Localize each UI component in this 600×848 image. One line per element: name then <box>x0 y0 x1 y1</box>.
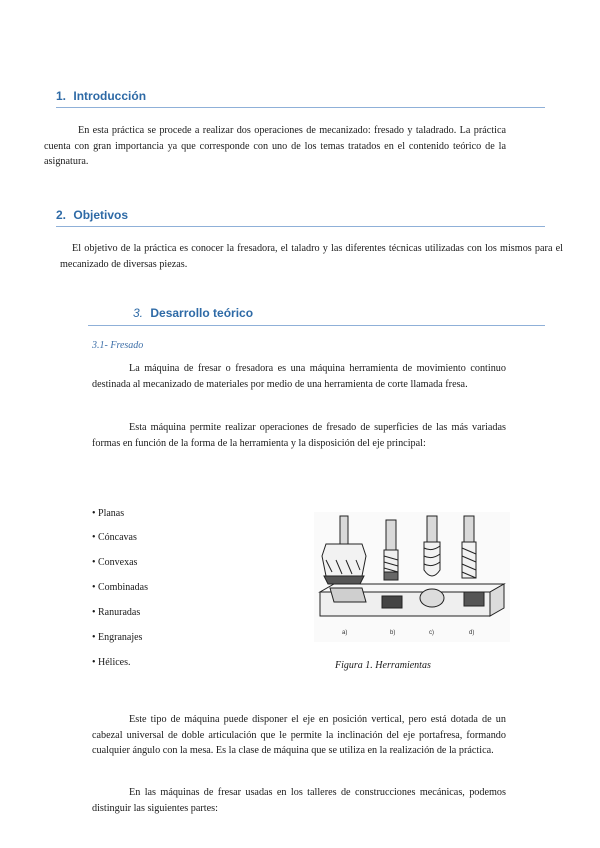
subheading-fresado: 3.1- Fresado <box>92 340 144 351</box>
fresado-paragraph-2: Esta máquina permite realizar operaciones de fresado de superficies de las más variadas formas en función de la forma de la herramienta y la disposición del eje principal: <box>92 422 506 449</box>
list-item: • Engranajes <box>92 632 143 643</box>
figure-label-a: a) <box>342 630 348 636</box>
figure-caption: Figura 1. Herramientas <box>335 660 431 671</box>
fresado-paragraph-3: Este tipo de máquina puede disponer el eje en posición vertical, pero está dotada de un cabezal universal de doble articulación que le permite la inclinación del eje portafresa, formando cualquier ángulo con la mesa. Es la clase de máquina que se utiliza en la realización de la práctica. <box>92 714 506 756</box>
figure-label-b: b) <box>390 630 396 636</box>
objetivos-paragraph: El objetivo de la práctica es conocer la fresadora, el taladro y las diferentes técnicas utilizadas con los mismos para el mecanizado de diversas piezas. <box>60 243 563 270</box>
heading-introduccion <box>56 89 146 103</box>
heading-rule <box>88 325 545 326</box>
heading-number: 1. <box>56 89 67 103</box>
workpiece-block-icon <box>320 584 504 616</box>
list-item: • Hélices. <box>92 657 131 668</box>
fresado-paragraph-4: En las máquinas de fresar usadas en los talleres de construcciones mecánicas, podemos distinguir las siguientes partes: <box>92 787 506 814</box>
list-item: • Ranuradas <box>92 607 141 618</box>
heading-title: Introducción <box>73 89 147 103</box>
list-item: • Combinadas <box>92 582 148 593</box>
heading-objetivos <box>56 208 128 222</box>
list-item: • Cóncavas <box>92 532 137 543</box>
tool-b-end-mill-icon <box>384 520 398 580</box>
heading-rule <box>56 226 545 227</box>
list-item: • Planas <box>92 508 125 519</box>
list-item: • Convexas <box>92 557 138 568</box>
heading-title: Objetivos <box>73 208 129 222</box>
heading-number: 3. <box>133 306 144 320</box>
tool-d-helical-mill-icon <box>462 516 476 578</box>
figure-label-c: c) <box>429 630 434 636</box>
heading-title: Desarrollo teórico <box>150 306 254 320</box>
heading-number: 2. <box>56 208 67 222</box>
figure-milling-tools <box>314 512 510 642</box>
figure-label-d: d) <box>469 630 475 636</box>
intro-paragraph: En esta práctica se procede a realizar dos operaciones de mecanizado: fresado y taladrado. La práctica cuenta con gran importancia ya que corresponde con uno de los temas tratados en el contenido teórico de la asignatura. <box>44 125 506 167</box>
fresado-paragraph-1: La máquina de fresar o fresadora es una máquina herramienta de movimiento continuo destinada al mecanizado de materiales por medio de una herramienta de corte llamada fresa. <box>92 363 506 390</box>
heading-rule <box>56 107 545 108</box>
heading-desarrollo <box>133 306 253 320</box>
